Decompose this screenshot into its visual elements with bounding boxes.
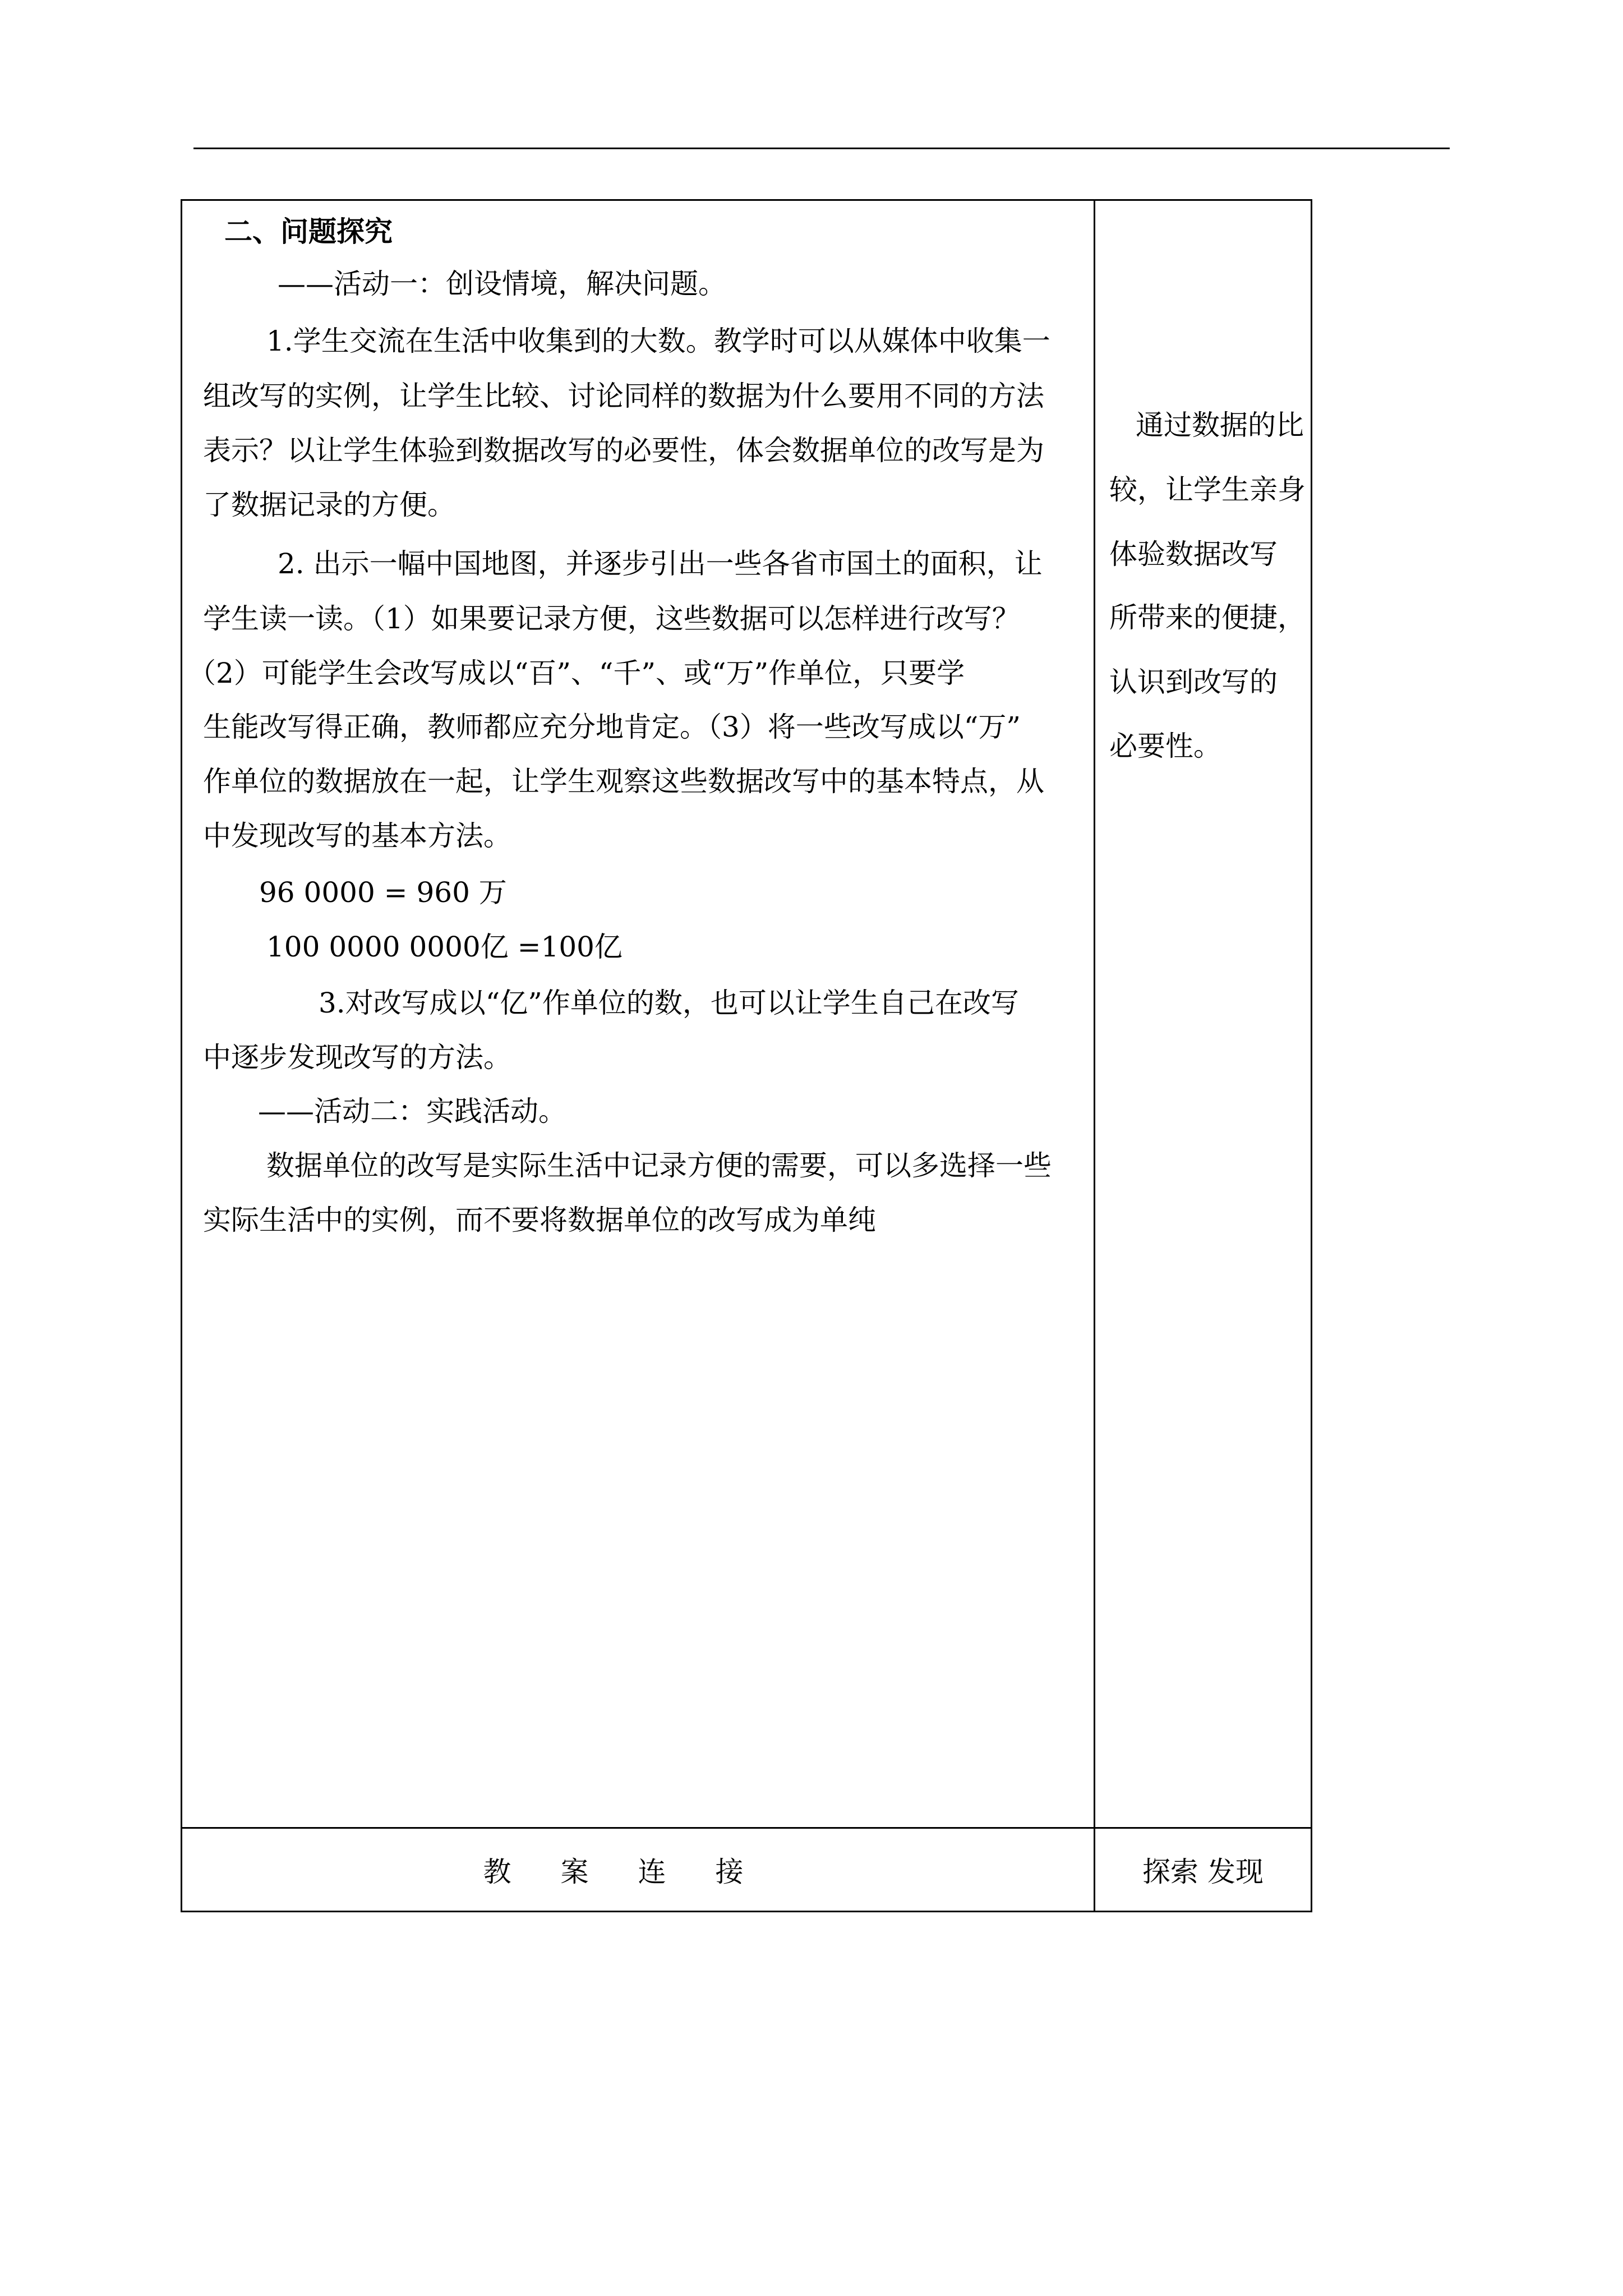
- paragraph-line: 1.学生交流在生活中收集到的大数。教学时可以从媒体中收集一: [266, 325, 1050, 357]
- note-line: 较，让学生亲身: [1109, 473, 1306, 506]
- paragraph-line: 中发现改写的基本方法。: [203, 820, 511, 852]
- footer-lesson-link: 教案连接: [483, 1856, 793, 1888]
- header-rule: [193, 148, 1450, 149]
- paragraph-line: 实际生活中的实例，而不要将数据单位的改写成为单纯: [203, 1204, 876, 1236]
- main-content-cell: [182, 201, 1094, 1827]
- activity-heading: ——活动二：实践活动。: [258, 1095, 566, 1128]
- lesson-plan-table: [181, 199, 1312, 1912]
- paragraph-line: 数据单位的改写是实际生活中记录方便的需要，可以多选择一些: [266, 1149, 1052, 1182]
- paragraph-line: 中逐步发现改写的方法。: [203, 1041, 511, 1074]
- section-title: 二、问题探究: [224, 215, 393, 248]
- activity-heading: ——活动一：创设情境，解决问题。: [278, 268, 726, 300]
- note-line: 通过数据的比: [1136, 409, 1304, 441]
- note-line: 体验数据改写: [1109, 538, 1278, 570]
- equation-line: 100 0000 0000亿 =100亿: [266, 931, 623, 963]
- paragraph-line: 3.对改写成以“亿”作单位的数，也可以让学生自己在改写: [319, 987, 1019, 1019]
- paragraph-line: 2. 出示一幅中国地图，并逐步引出一些各省市国土的面积，让: [278, 547, 1043, 580]
- footer-explore: 探索 发现: [1142, 1856, 1264, 1888]
- note-line: 必要性。: [1109, 730, 1221, 762]
- equation-line: 96 0000 = 960 万: [259, 876, 507, 909]
- paragraph-line: 了数据记录的方便。: [203, 489, 455, 521]
- paragraph-line: （2）可能学生会改写成以“百”、“千”、或“万”作单位，只要学: [188, 657, 965, 689]
- paragraph-line: 作单位的数据放在一起，让学生观察这些数据改写中的基本特点，从: [203, 765, 1044, 798]
- paragraph-line: 表示？以让学生体验到数据改写的必要性，体会数据单位的改写是为: [203, 434, 1044, 467]
- teaching-note-cell: [1095, 201, 1311, 1827]
- paragraph-line: 学生读一读。（1）如果要记录方便，这些数据可以怎样进行改写？: [203, 602, 1020, 635]
- note-line: 认识到改写的: [1109, 666, 1278, 698]
- paragraph-line: 生能改写得正确，教师都应充分地肯定。（3）将一些改写成以“万”: [203, 711, 1021, 743]
- paragraph-line: 组改写的实例，让学生比较、讨论同样的数据为什么要用不同的方法: [203, 380, 1044, 412]
- note-line: 所带来的便捷，: [1109, 601, 1306, 634]
